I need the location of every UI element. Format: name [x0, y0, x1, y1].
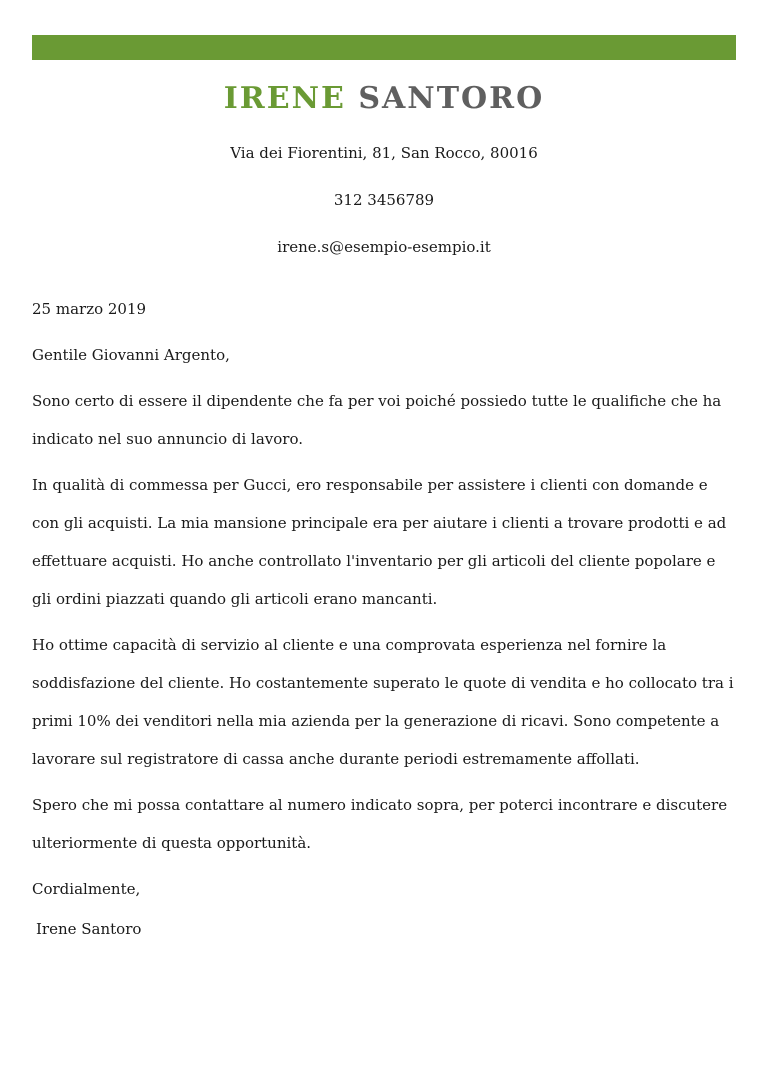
paragraph-2: In qualità di commessa per Gucci, ero responsabile per assistere i clienti con domande e con gli acquisti. La mia mansione principale era per aiutare i clienti a trovare prodotti e ad effettuare acquisti. Ho anche controllato l'inventario per gli articoli del cliente popolare e gli ordini piazzati quando gli articoli erano mancanti.	[32, 476, 727, 608]
phone-number: 312 3456789	[333, 191, 435, 209]
letter-body	[32, 290, 736, 956]
paragraph-3: Ho ottime capacità di servizio al cliente e una comprovata esperienza nel fornire la soddisfazione del cliente. Ho costantemente superato le quote di vendita e ho collocato tra i primi 10% dei venditori nella mia azienda per la generazione di ricavi. Sono competente a lavorare sul registratore di cassa anche durante periodi estremamente affollati.	[32, 636, 734, 768]
address-line: Via dei Fiorentini, 81, San Rocco, 80016	[230, 144, 538, 162]
applicant-name	[0, 82, 768, 116]
last-name: SANTORO	[358, 81, 545, 116]
email-address: irene.s@esempio-esempio.it	[277, 238, 491, 256]
salutation: Gentile Giovanni Argento,	[32, 346, 230, 364]
paragraph-4: Spero che mi possa contattare al numero indicato sopra, per poterci incontrare e discutere ulteriormente di questa opportunità.	[32, 796, 728, 852]
first-name: IRENE	[223, 81, 346, 116]
signature-name: Irene Santoro	[36, 920, 142, 938]
closing: Cordialmente,	[32, 880, 141, 898]
header-accent-bar	[32, 35, 736, 60]
letter-date: 25 marzo 2019	[32, 300, 147, 318]
paragraph-1: Sono certo di essere il dipendente che fa per voi poiché possiedo tutte le qualifiche che ha indicato nel suo annuncio di lavoro.	[32, 392, 722, 448]
